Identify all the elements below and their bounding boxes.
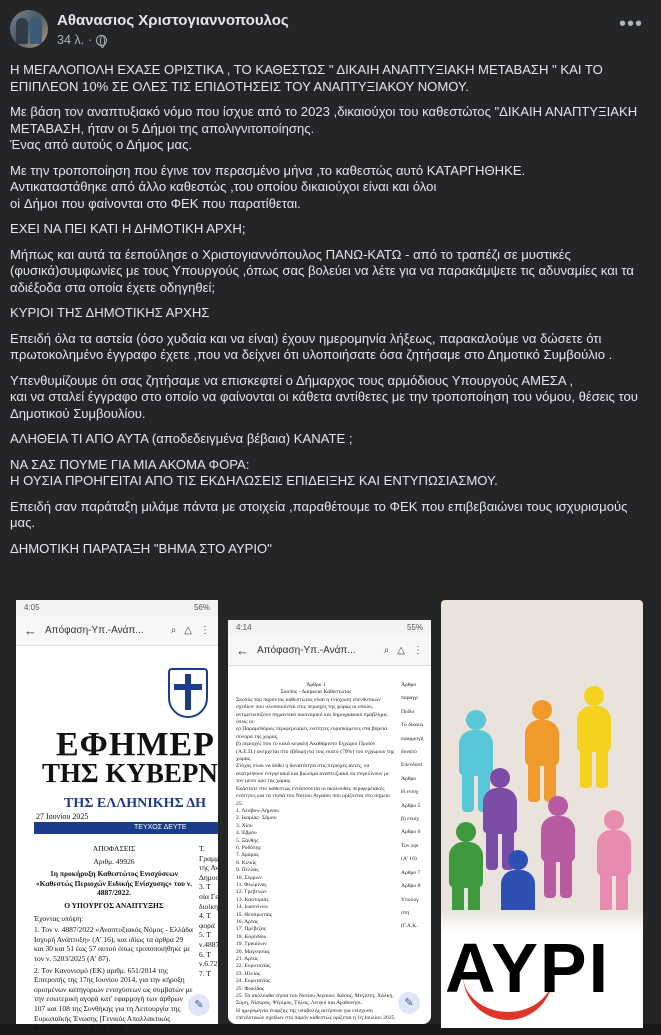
article-line: β) περιοχές που το κατά κεφαλή Ακαθάριστο Εγχώριο Προϊόν (Α.Ε.Π.) ανέρχεται στο εβδομήντα τοις εκατό (70%) του εγχώριου της χώρας.	[236, 741, 395, 763]
article-line: Άρθρο 1	[306, 682, 326, 688]
more-vertical-icon: ⋮	[413, 645, 423, 656]
gazette-line: Ο ΥΠΟΥΡΓΟΣ ΑΝΑΠΤΥΞΗΣ	[64, 900, 164, 910]
drive-add-icon: △	[397, 645, 405, 656]
article-right-line: (Α' 16)	[401, 856, 417, 863]
search-doc-icon: ⌕	[170, 625, 177, 636]
article-right-line: (Γ.Α.Κ.	[401, 923, 418, 930]
gazette-right-line: 7. Τ	[199, 968, 211, 978]
edit-icon: ✎	[398, 992, 420, 1014]
gazette-line: 1η προκήρυξη Καθεστώτος Ενισχύσεων «Καθεστώς Περιοχών Ειδικής Ενίσχυσης» του ν. 4887/2022.	[35, 869, 193, 898]
viewer-title: Απόφαση-Υπ.-Ανάπ...	[45, 625, 144, 636]
status-battery: 55%	[406, 623, 423, 632]
post-paragraph: Επειδή σαν παράταξη μιλάμε πάντα με στοιχεία ,παραθέτουμε το ΦΕΚ που επιβεβαιώνει τους ισχυρισμούς μας.	[10, 498, 628, 530]
gazette-right-line: 4. Τ	[199, 911, 211, 921]
gazette-title-3: ΤΗΣ ΕΛΛΗΝΙΚΗΣ ΔΗ	[64, 796, 207, 811]
article-line: 4. Έβρου	[236, 830, 257, 837]
article-right-line: παραγρ	[401, 695, 418, 702]
post-paragraph: ΝΑ ΣΑΣ ΠΟΥΜΕ ΓΙΑ ΜΙΑ ΑΚΟΜΑ ΦΟΡΑ: Η ΟΥΣΙΑ ΠΡΟΗΓΕΙΤΑΙ ΑΠΟ ΤΙΣ ΕΚΔΗΛΩΣΕΙΣ ΕΠΙΔΕΙΞΗΣ ΚΑΙ ΕΝΤΥΠΩΣΙΑΣΜΟΥ.	[10, 456, 498, 488]
gazette-body	[34, 844, 194, 1035]
article-line: 24. Ευρυτανίας	[236, 978, 271, 985]
article-line: 25. Φωκίδας	[236, 985, 265, 992]
gazette-page	[16, 646, 222, 1033]
article-line: Σκοπός - Διάρκεια Καθεστώτος	[280, 689, 352, 696]
post-header	[0, 0, 661, 56]
phone-status-bar	[16, 600, 218, 616]
article-right-line: Αρθρο 8	[401, 883, 421, 890]
gazette-date: 27 Ιουνίου 2025	[36, 812, 89, 821]
article-line: 8. Κιλκίς	[236, 859, 257, 866]
party-logo-text: ΑΥΡΙ	[445, 929, 611, 1007]
post-paragraph: Η ΜΕΓΑΛΟΠΟΛΗ ΕΧΑΣΕ ΟΡΙΣΤΙΚΑ , ΤΟ ΚΑΘΕΣΤΩΣ " ΔΙΚΑΙΗ ΑΝΑΠΤΥΞΙΑΚΗ ΜΕΤΑΒΑΣΗ " ΚΑΙ ΤΟ ΕΠΙΠΛΕΟΝ 10% ΣΕ ΟΛΕΣ ΤΙΣ ΕΠΙΔΟΤΗΣΕΙΣ ΤΟΥ ΑΝΑΠΤΥΞΙΑΚΟΥ ΝΟΜΟΥ.	[10, 62, 603, 94]
article-right-line: Επενδύσε	[401, 762, 423, 769]
article-line: 17. Πρέβεζας	[236, 926, 267, 933]
post-paragraph: ΔΗΜΟΤΙΚΗ ΠΑΡΑΤΑΞΗ "ΒΗΜΑ ΣΤΟ ΑΥΡΙΟ"	[10, 540, 272, 556]
gazette-issue-bar: ΤΕΥΧΟΣ ΔΕΥΤΕ	[34, 822, 218, 834]
figure-orange	[525, 700, 559, 810]
arrow-left-icon: ←	[236, 643, 249, 658]
photo-gazette-first-page[interactable]	[16, 600, 222, 1033]
gazette-right-line: Δημοσ	[199, 872, 220, 882]
photo-gazette-article[interactable]	[228, 620, 431, 1024]
status-battery: 56%	[193, 603, 210, 612]
article-line: 1. Λέσβου-Λήμνου	[236, 807, 280, 814]
article-line: 3. Χίου	[236, 822, 253, 829]
article-line: 12. Γρεβενών	[236, 889, 267, 896]
article-line: Εκάστοτε στο καθεστώς εντάσσονται οι ακόλουθες περιφερειακές ενότητες και τα νησιά του Νοτίου Αιγαίου που ορίζονται στο σημείο 25:	[236, 785, 390, 807]
gazette-title-2: ΤΗΣ ΚΥΒΕΡΝ	[42, 758, 218, 788]
greek-coat-of-arms-icon	[168, 668, 208, 718]
article-right-line: Αρθρο 7	[401, 869, 421, 876]
article-line: Η ημερομηνία έναρξης της υποβολής αιτήσεων για ενίσχυση επενδυτικών σχεδίων στο παρόν καθεστώς ορίζεται η 1η Ιουλίου 2025.	[236, 1007, 396, 1022]
more-vertical-icon: ⋮	[200, 625, 210, 636]
article-line: 2. Ικαρίας- Σάμου	[236, 815, 277, 822]
status-time: 4:05	[24, 603, 40, 612]
post-paragraph: ΕΧΕΙ ΝΑ ΠΕΙ ΚΑΤΙ Η ΔΗΜΟΤΙΚΗ ΑΡΧΗ;	[10, 221, 246, 236]
viewer-toolbar	[16, 616, 218, 646]
article-line: Στόχος είναι να δοθεί η δυνατότητα στις περιοχές αυτές, να ανατρέψουν ενεργειακά και βιώσιμα αναπτυξιακά να συγκλίνουν με τον μέσο όρο της χώρας.	[236, 763, 390, 785]
avatar[interactable]	[10, 10, 48, 48]
figure-yellow	[577, 686, 611, 796]
photo-party-logo[interactable]	[441, 600, 643, 1024]
gazette-right-line: 6. Τ	[199, 949, 211, 959]
gazette-right-line: διοίκη	[199, 901, 219, 911]
post-paragraph: Με βάση τον αναπτυξιακό νόμο που ίσχυε από το 2023 ,δικαιούχοι του καθεστώτος "ΔΙΚΑΙΗ ΑΝΑΠΤΥΞΙΑΚΗ ΜΕΤΑΒΑΣΗ, ήταν οι 5 Δήμοι της απολιγνιτοποίησης. Ένας από αυτούς ο Δήμος μας.	[10, 104, 638, 152]
article-line: 10. Σερρών	[236, 874, 262, 881]
article-right-line: στη	[401, 909, 410, 916]
article-line: 11. Φλώρινας	[236, 881, 267, 888]
article-right-line: Άρθρο	[401, 775, 417, 782]
article-line: Σκοπός του παρόντος καθεστώτος είναι η ενίσχυση επενδυτικών σχεδίων που υλοποιούνται στις περιοχές της χώρας οι οποίες αντιμετωπίζουν σημαντικό οικονομικό και δημογραφικό πρόβλημα, όπως οι:	[236, 696, 388, 726]
post-paragraph: ΚΥΡΙΟΙ ΤΗΣ ΔΗΜΟΤΙΚΗΣ ΑΡΧΗΣ	[10, 305, 210, 320]
more-options-icon[interactable]: •••	[618, 13, 643, 35]
article-line: 23. Ηλείας	[236, 970, 261, 977]
figure-pink	[597, 810, 631, 920]
article-right-line: Πεδίο	[401, 708, 415, 715]
article-right-line: Η ενίσχ	[401, 789, 419, 796]
article-line: 18. Κορίνθου	[236, 933, 267, 940]
gazette-line: Αριθμ. 49926	[93, 856, 135, 866]
article-line: 14. Ιωαννίνων	[236, 904, 269, 911]
article-right-line: εφαρμογή	[401, 735, 424, 742]
article-right-line: Το δικαιώ	[401, 722, 424, 729]
article-right-line: Αρθρο 6	[401, 829, 421, 836]
viewer-toolbar	[228, 636, 431, 666]
search-doc-icon: ⌕	[383, 645, 390, 656]
gazette-line: 2. Τον Κανονισμό (ΕΚ) αριθμ. 651/2014 της Επιτροπής της 17ης Ιουνίου 2014, για την κήρυξη ορισμένων κατηγοριών ενισχύσεων ως συμβατών με την εσωτερική αγορά κατ' εφαρμογή των άρθρων 107 και 108 της Συνθήκης για τη Λειτουργία της Ευρωπαϊκής Ένωσης [Γενικός Απαλλακτικός Κανονισμός (ΓΑΚ)] (ΕΕ L 16	[34, 965, 193, 1033]
gazette-right-line: ν.6.72	[199, 959, 218, 969]
post-meta	[57, 33, 107, 47]
article-right-line: β) ενισχ	[401, 816, 419, 823]
status-time: 4:14	[236, 623, 252, 632]
globe-icon	[96, 35, 107, 46]
phone-status-bar	[228, 620, 431, 636]
arrow-left-icon: ←	[24, 623, 37, 638]
article-line: 6. Ροδόπης	[236, 844, 261, 851]
gazette-right-line: 5. Τ	[199, 930, 211, 940]
article-right-line: Υπολογ	[401, 896, 419, 903]
gazette-right-line: της Αν	[199, 863, 219, 873]
post-time[interactable]: 34 λ.	[57, 33, 85, 47]
gazette-line: 1. Τον ν. 4887/2022 «Αναπτυξιακός Νόμος - Ελλάδα Ισχυρή Ανάπτυξη» (Α' 16), και ιδίως τα άρθρα 29 και 30 και 51 έως 57 αυτού όπως τροποποιήθηκε με τον ν. 5203/2025 (Α' 87).	[34, 925, 193, 963]
article-right-column	[401, 682, 431, 937]
meta-separator: ·	[88, 33, 93, 47]
figure-magenta	[541, 796, 575, 906]
article-line: 20. Μαγνησίας	[236, 948, 270, 955]
article-line: 9. Πέλλας	[236, 867, 259, 874]
post-paragraph: Υπενθυμίζουμε ότι σας ζητήσαμε να επισκεφτεί ο Δήμαρχος τους αρμόδιους Υπουργούς ΑΜΕΣΑ , και να σταλεί έγγραφο στο οποίο να φαίνονται οι κάθετα αντίθετες με την τροποποίηση του νόμου, θέσεις του Δημοτικού Συμβουλίου.	[10, 372, 638, 421]
gazette-line: Έχοντας υπόψη:	[34, 913, 84, 923]
gazette-right-column	[199, 844, 222, 978]
author-name[interactable]: Αθανασιος Χριστογιαννοπουλος	[57, 12, 289, 29]
article-right-line: Αρθρο 5	[401, 802, 421, 809]
article-line: α) Παραμεθόριες περιφερειακές ενότητες ευρισκόμενες στα βόρεια σύνορα της χώρας,	[236, 726, 388, 740]
gazette-right-line: Τ.	[199, 844, 205, 853]
post-paragraph: Επειδή όλα τα αστεία (όσο χυδαία και να είναι) έχουν ημερομηνία λήξεως, παρακαλούμε να δώσετε ότι πρωτοκολημένο έγγραφο έχετε ,που να δείχνει ότι υλοποιήσατε όσα ζητήσαμε στο Δημοτικό Συμβούλιο .	[10, 330, 613, 362]
gazette-right-line: 3. Τ	[199, 882, 211, 892]
article-line: 19. Τρικάλων	[236, 941, 267, 948]
edit-icon: ✎	[188, 994, 210, 1016]
gazette-line: ΑΠΟΦΑΣΕΙΣ	[92, 844, 136, 853]
article-text	[236, 682, 396, 1023]
gazette-right-line: φορά	[199, 920, 215, 930]
gazette-right-line: σία Γεν	[199, 891, 222, 901]
post-text	[10, 62, 650, 566]
gazette-title-1: ΕΦΗΜΕΡ	[56, 726, 215, 763]
photo-gallery	[0, 596, 661, 1033]
viewer-title: Απόφαση-Υπ.-Ανάπ...	[257, 645, 356, 656]
article-line: 13. Καστοριάς	[236, 896, 269, 903]
article-line: 25. Τα ακόλουθα νησιά του Νοτίου Αιγαίου: Κάσος, Μεγίστη, Χάλκη, Σύμη, Νίσυρος, Ψέριμος, Τήλος, Λειψοί και Αγαθονήσι.	[236, 993, 394, 1007]
article-line: 7. Δράμας	[236, 852, 259, 859]
article-line: 16. Άρτας	[236, 919, 259, 925]
article-line: 15. Θεσπρωτίας	[236, 911, 272, 918]
article-line: 22. Ευρυτανίας	[236, 963, 271, 970]
post-paragraph: ΑΛΗΘΕΙΑ ΤΙ ΑΠΟ ΑΥΤΑ (αποδεδειγμένα βέβαια) ΚΑΝΑΤΕ ;	[10, 431, 353, 446]
drive-add-icon: △	[184, 625, 192, 636]
article-right-line: δυνατό	[401, 749, 417, 756]
gazette-right-line: Γραμμ	[199, 853, 220, 863]
article-line: 21. Άρτας	[236, 956, 259, 963]
post-paragraph: Μήπως και αυτά τα έεπούλησε ο Χριστογιαννόπουλος ΠΑΝΩ-ΚΑΤΩ - από το τραπέζι σε μυστικές (φυσικά)συμφωνίες με τους Υπουργούς ,όπως σας βολεύει να λέτε για να παρακάμψετε τις αδυναμίες και τα αδιέξοδα στα οποία έχετε οδηγηθεί;	[10, 246, 634, 295]
post-paragraph: Με την τροποποίηση που έγινε τον περασμένο μήνα ,το καθεστώς αυτό ΚΑΤΑΡΓΗΘΗΚΕ. Αντικαταστάθηκε από άλλο καθεστώς ,του οποίου δικαιούχοι είναι και όλοι oi Δήμοι που φαίνονται στο ΦΕΚ που παρατίθεται.	[10, 162, 526, 211]
article-right-line: Τον ύψι	[401, 842, 419, 849]
article-line: 5. Ξάνθης	[236, 837, 259, 844]
gazette-right-line: ν.4887	[199, 939, 220, 949]
article-right-line: Άρθρο	[401, 682, 417, 688]
